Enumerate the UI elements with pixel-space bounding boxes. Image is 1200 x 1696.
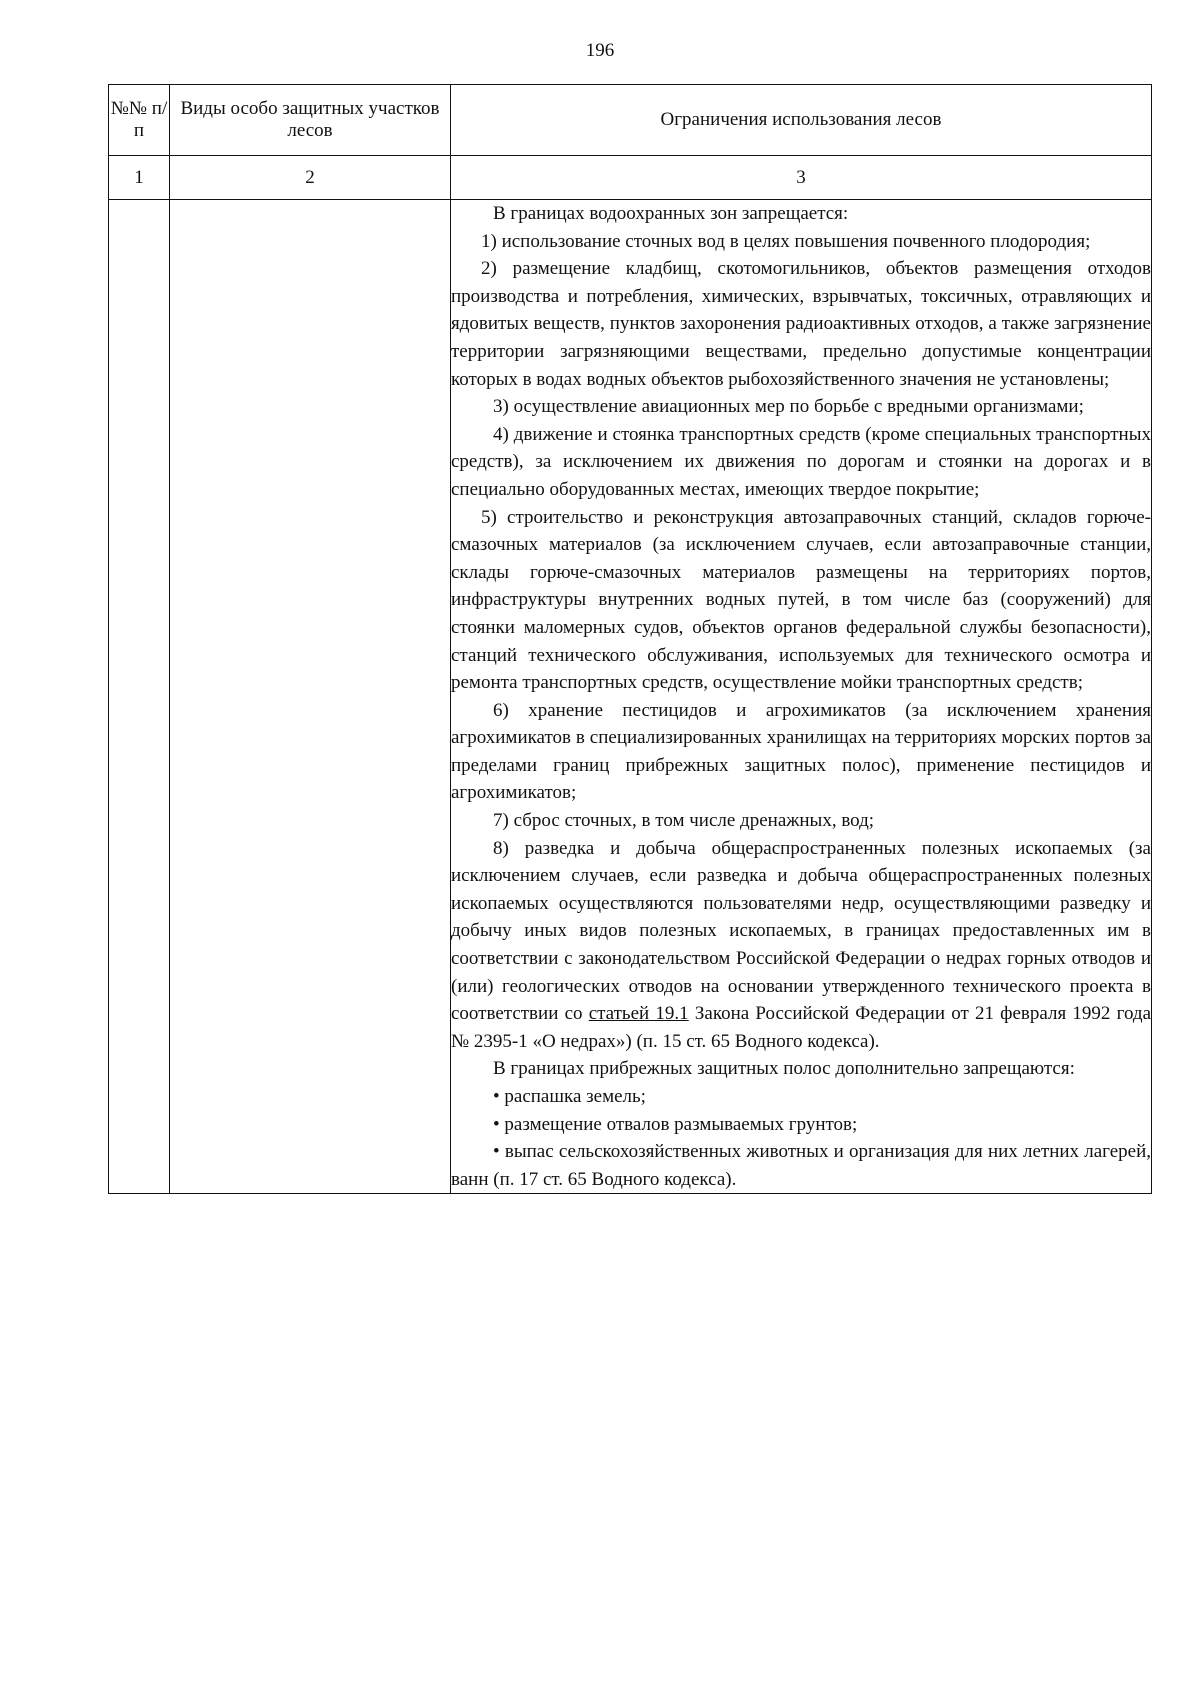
restriction-item-8 <box>451 835 1151 1056</box>
restriction-item: 1) использование сточных вод в целях повышения почвенного плодородия; <box>481 230 1091 252</box>
water-zone-intro: В границах водоохранных зон запрещается: <box>493 203 849 224</box>
header-forest-plot-types: Виды особо защитных участков лесов <box>170 85 451 156</box>
column-number: 2 <box>170 156 451 200</box>
restrictions-cell <box>451 200 1152 1194</box>
restriction-item: 5) строительство и реконструкция автозаправочных станций, складов горюче-смазочных материалов (за исключением случаев, если автозаправочные станции, склады горюче-смазочных материалов размещены на территориях портов, инфраструктуры внутренних водных путей, в том числе баз (сооружений) для стоянки маломерных судов, объектов органов федеральной службы безопасности), станций технического обслуживания, используемых для технического осмотра и ремонта транспортных средств, осуществление мойки транспортных средств; <box>451 506 1151 694</box>
restriction-item: 6) хранение пестицидов и агрохимикатов (за исключением хранения агрохимикатов в специализированных хранилищах на территориях морских портов за пределами границ прибрежных защитных полос), применение пестицидов и агрохимикатов; <box>451 699 1151 804</box>
law-article-link[interactable]: статьей 19.1 <box>588 1003 689 1025</box>
column-number: 1 <box>109 156 170 200</box>
plot-type-cell <box>170 200 451 1194</box>
column-number-row <box>109 156 1152 200</box>
restriction-item: 2) размещение кладбищ, скотомогильников, объектов размещения отходов производства и потребления, химических, взрывчатых, токсичных, отравляющих и ядовитых веществ, пунктов захоронения радиоактивных отходов, а также загрязнение территории загрязняющими веществами, предельно допустимые концентрации которых в водах водных объектов рыбохозяйственного значения не установлены; <box>451 258 1151 390</box>
page-number: 196 <box>585 40 615 61</box>
restrictions-table <box>108 84 1152 1194</box>
restriction-item: 4) движение и стоянка транспортных средств (кроме специальных транспортных средств), за исключением их движения по дорогам и стоянки на дорогах и в специально оборудованных местах, имеющих твердое покрытие; <box>451 423 1151 500</box>
bullet-item: • выпас сельскохозяйственных животных и организация для них летних лагерей, ванн (п. 17 ст. 65 Водного кодекса). <box>451 1141 1151 1190</box>
bullet-item: • распашка земель; <box>493 1086 646 1107</box>
header-number: №№ п/п <box>109 85 170 156</box>
header-restrictions: Ограничения использования лесов <box>451 85 1152 156</box>
table-row <box>109 200 1152 1194</box>
item8-text: 8) разведка и добыча общераспространенных полезных ископаемых (за исключением случаев, если разведка и добыча общераспространенных полезных ископаемых осуществляются пользователями недр, осуществляющими разведку и добычу иных видов полезных ископаемых, в границах предоставленных им в соответствии с законодательством Российской Федерации о недрах горных отводов и (или) геологических отводов на основании утвержденного технического проекта в соответствии со <box>451 837 1151 1025</box>
restriction-item: 7) сброс сточных, в том числе дренажных, вод; <box>493 810 875 832</box>
bullet-item: • размещение отвалов размываемых грунтов; <box>493 1113 858 1135</box>
restriction-item: 3) осуществление авиационных мер по борьбе с вредными организмами; <box>493 396 1084 418</box>
row-number-cell <box>109 200 170 1194</box>
coastal-zone-intro: В границах прибрежных защитных полос дополнительно запрещаются: <box>493 1058 1075 1080</box>
item8-text-end: Закона Российской Федерации от 21 февраля 1992 года № 2395-1 «О недрах») (п. 15 ст. 65 Водного кодекса). <box>451 1003 1152 1052</box>
column-number: 3 <box>451 156 1152 200</box>
table-header-row <box>109 85 1152 156</box>
